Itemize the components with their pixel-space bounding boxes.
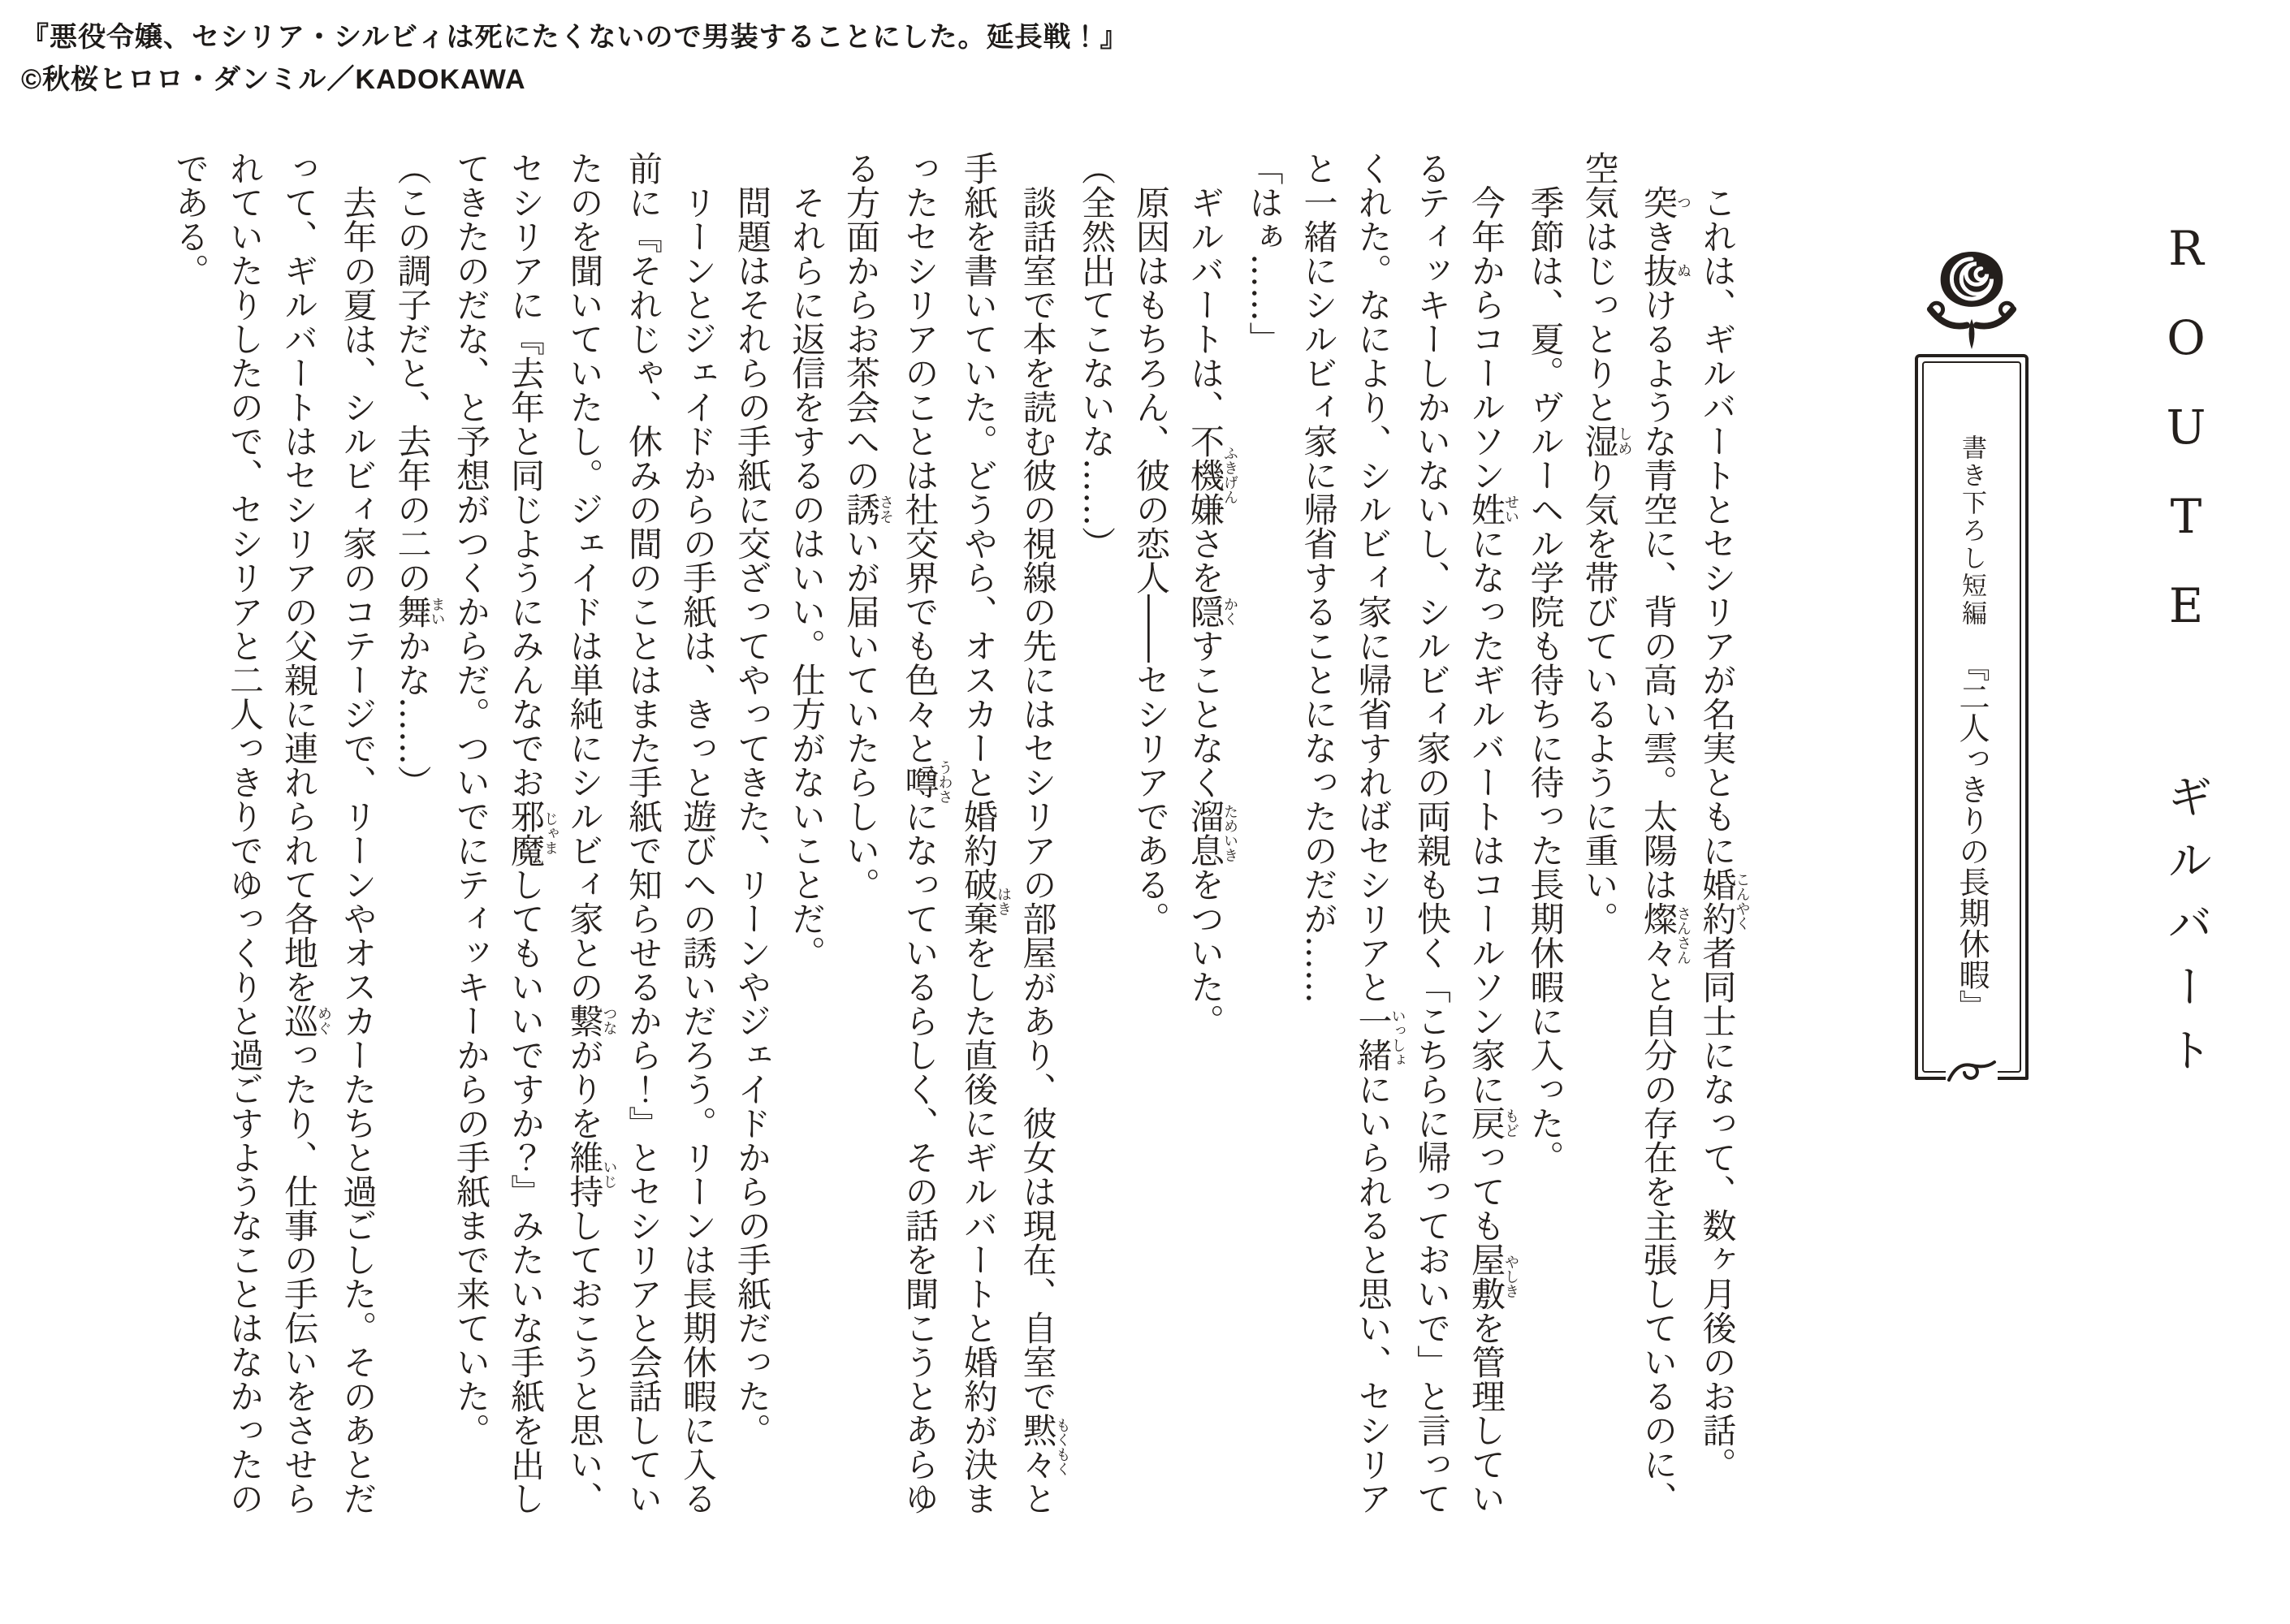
header-copyright-block — [21, 16, 1128, 101]
text-column: くれた。なにより、シルビィ家に帰省すればセシリアと一緒いっしょにいられると思い、セシリア — [1353, 151, 1406, 1515]
text-column: 談話室で本を読む彼の視線の先にはセシリアの部屋があり、彼女は現在、自室で黙々もくもくと — [1018, 185, 1071, 1515]
text-column: 去年の夏は、シルビィ家のコテージで、リーンやオスカーたちと過ごした。そのあとだ — [338, 185, 378, 1515]
ruby-annotated-word: 屋敷やしき — [1467, 1242, 1519, 1311]
banner-story-title: 『二人っきりの長期休暇』 — [1954, 650, 1990, 1021]
text-column: （全然出てこないな……） — [1077, 151, 1117, 560]
banner-text — [1954, 434, 1990, 1071]
text-column: 今年からコールソン姓せいになったギルバートはコールソン家に戻もどっても屋敷やしきを管理してい — [1467, 185, 1519, 1515]
body-text — [171, 151, 1751, 1566]
ruby-annotated-word: 突つ — [1639, 185, 1692, 219]
swirl-icon — [1946, 1059, 1998, 1083]
ruby-annotated-word: 溜息ためいき — [1186, 799, 1238, 867]
text-column: って、ギルバートはセシリアの父親に連れられて各地を巡めぐったり、仕事の手伝いをさせら — [279, 151, 332, 1515]
story-banner — [1908, 248, 2035, 1080]
ruby-annotated-word: 破棄はき — [959, 867, 1012, 935]
text-column: 「はぁ……」 — [1244, 151, 1285, 356]
text-column: セシリアに『去年と同じようにみんなでお邪魔じゃましてもいいですか？』みたいな手紙を出し — [506, 151, 559, 1515]
ruby-annotated-word: 一緒いっしょ — [1353, 1004, 1406, 1072]
ruby-annotated-word: 燦々さんさん — [1639, 901, 1692, 970]
ruby-annotated-word: 舞まい — [392, 594, 446, 628]
ruby-annotated-word: 邪魔じゃま — [506, 799, 559, 867]
route-word: ROUTE — [2158, 221, 2214, 667]
ruby-annotated-word: 維持いじ — [564, 1140, 618, 1208]
banner-subtitle: 書き下ろし短編 — [1957, 434, 1986, 628]
text-column: れていたりしたので、セシリアと二人っきりでゆっくりと過ごすようなことはなかったの — [225, 151, 265, 1515]
text-column: である。 — [171, 151, 210, 287]
work-title: 『悪役令嬢、セシリア・シルビィは死にたくないので男装することにした。延長戦！』 — [21, 22, 1129, 53]
text-column: 原因はもちろん、彼の恋人――セシリアである。 — [1131, 185, 1171, 935]
banner-ribbon-inner — [1922, 361, 2021, 1073]
text-column: たのを聞いていたし。ジェイドは単純にシルビィ家との繋つながりを維持いじしておこうと思い、 — [564, 151, 618, 1515]
route-character-name: ギルバート — [2160, 773, 2213, 1090]
text-column: それらに返信をするのはいい。仕方がないことだ。 — [787, 185, 827, 970]
text-column: ったセシリアのことは社交界でも色々と噂うわさになっているらしく、その話を聞こうとあらゆ — [900, 151, 953, 1515]
text-column: これは、ギルバートとセシリアが名実ともに婚約こんやく者同士になって、数ヶ月後のお話。 — [1697, 185, 1751, 1481]
text-column: 季節は、夏。ヴルーヘル学院も待ちに待った長期休暇に入った。 — [1525, 185, 1566, 1174]
text-column: る方面からお茶会への誘さそいが届いていたらしい。 — [841, 151, 894, 901]
text-column: 問題はそれらの手紙に交ざってやってきた、リーンやジェイドからの手紙だった。 — [732, 185, 772, 1447]
ruby-annotated-word: 抜ぬ — [1639, 253, 1692, 287]
text-column: 突つき抜ぬけるような青空に、背の高い雲。太陽は燦々さんさんと自分の存在を主張しているのに、 — [1639, 185, 1692, 1515]
ruby-annotated-word: 誘さそ — [841, 492, 894, 526]
rose-icon — [1924, 248, 2020, 352]
text-column: ギルバートは、不機嫌ふきげんさを隠かくすことなく溜息ためいきをついた。 — [1186, 185, 1238, 1038]
ruby-annotated-word: 不機嫌ふきげん — [1186, 424, 1238, 526]
ruby-annotated-word: 隠かく — [1186, 594, 1238, 628]
text-column: 前に『それじゃ、休みの間のことはまた手紙で知らせるから！』とセシリアと会話してい — [624, 151, 663, 1515]
ruby-annotated-word: 黙々もくもく — [1018, 1413, 1071, 1481]
ruby-annotated-word: 戻もど — [1467, 1106, 1519, 1140]
ruby-annotated-word: 巡めぐ — [279, 1004, 332, 1038]
text-column: 空気はじっとりと湿しめり気を帯びているように重い。 — [1579, 151, 1633, 935]
text-column: （この調子だと、去年の二の舞まいかな……） — [392, 151, 446, 799]
text-column: 手紙を書いていた。どうやら、オスカーと婚約破棄はきをした直後にギルバートと婚約が決ま — [959, 151, 1012, 1515]
ruby-annotated-word: 噂うわさ — [900, 760, 953, 804]
text-column: てきたのだな、と予想がつくからだ。ついでにティッキーからの手紙まで来ていた。 — [452, 151, 491, 1447]
banner-ribbon — [1915, 354, 2029, 1080]
route-title — [2154, 221, 2219, 1488]
ruby-annotated-word: 繋つな — [564, 1004, 618, 1038]
ruby-annotated-word: 湿しめ — [1579, 424, 1633, 458]
text-column: リーンとジェイドからの手紙は、きっと遊びへの誘いだろう。リーンは長期休暇に入る — [678, 185, 718, 1515]
copyright-line: ©秋桜ヒロロ・ダンミル／KADOKAWA — [21, 64, 526, 95]
text-column: と一緒にシルビィ家に帰省することになったのだが…… — [1298, 151, 1339, 1004]
text-column: るティッキーしかいないし、シルビィ家の両親も快く「こちらに帰っておいで」と言って — [1412, 151, 1452, 1515]
ruby-annotated-word: 婚約こんやく — [1697, 867, 1751, 935]
ruby-annotated-word: 姓せい — [1467, 492, 1519, 526]
